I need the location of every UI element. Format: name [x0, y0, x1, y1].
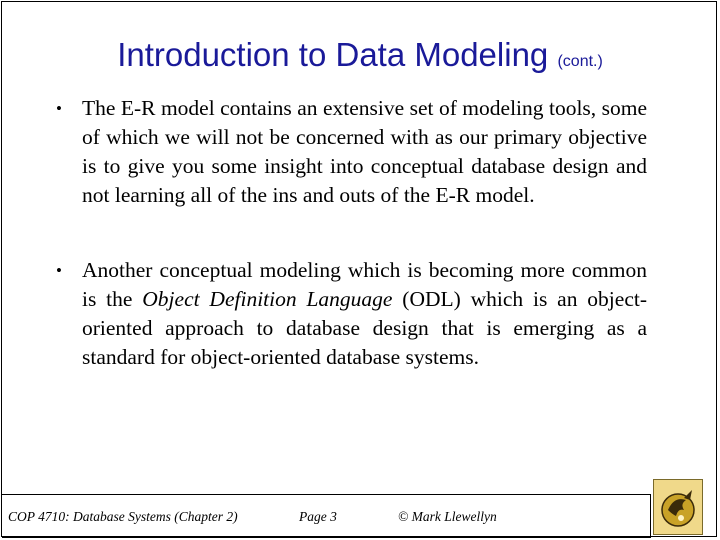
- title-text: Introduction to Data Modeling: [117, 36, 549, 73]
- bullet-1-text: [82, 96, 647, 207]
- bullet-marker: •: [56, 261, 62, 280]
- bullet-1: [56, 94, 647, 210]
- italic-term: Object Definition Language: [142, 287, 393, 311]
- bullet-2: [56, 256, 648, 372]
- bullet-marker: •: [56, 99, 62, 118]
- title-suffix: (cont.): [557, 53, 603, 70]
- footer-course: COP 4710: Database Systems (Chapter 2): [8, 509, 238, 524]
- text-run: Another conceptual modeling which is becoming more common is the: [82, 258, 647, 311]
- footer-page-number: Page 3: [299, 509, 337, 524]
- ucf-pegasus-logo: [653, 479, 703, 535]
- footer-bar: [2, 494, 651, 538]
- text-run: (ODL) which is an object-oriented approach to database design that is emerging as a standard for object-oriented database systems.: [82, 287, 648, 369]
- bullet-2-text: [82, 258, 647, 369]
- footer-author: © Mark Llewellyn: [398, 509, 497, 524]
- pegasus-icon: [654, 480, 702, 534]
- text-run: The E-R model contains an extensive set of modeling tools, some of which we will not be concerned with as our primary objective is to give you some insight into conceptual database design and not learning all of the ins and outs of the E-R model.: [82, 96, 647, 207]
- slide-title: [0, 36, 720, 74]
